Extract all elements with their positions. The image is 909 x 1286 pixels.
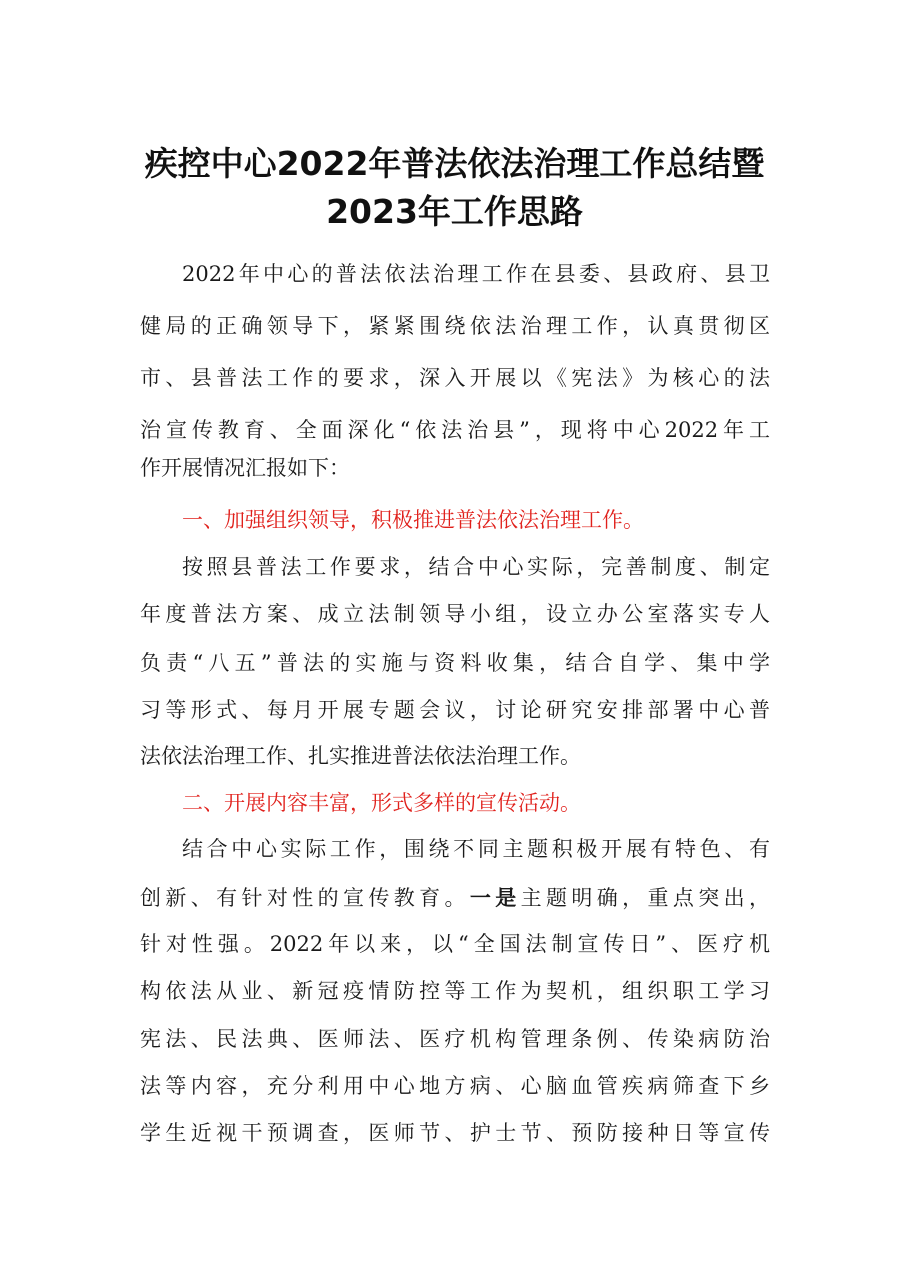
paragraph-line: 法依法治理工作、扎实推进普法依法治理工作。 <box>140 744 581 768</box>
paragraph-line: 治宣传教育、全面深化“依法治县”，现将中心2022年工 <box>140 418 770 442</box>
paragraph-line: 按照县普法工作要求，结合中心实际，完善制度、制定 <box>182 555 770 579</box>
emphasis-text: 一是 <box>469 886 521 910</box>
paragraph-line: 负责“八五”普法的实施与资料收集，结合自学、集中学 <box>140 651 770 675</box>
document-title-line-2: 2023年工作思路 <box>326 192 583 231</box>
paragraph-line: 作开展情况汇报如下： <box>140 456 350 480</box>
section-heading-2: 二、开展内容丰富，形式多样的宣传活动。 <box>182 791 581 815</box>
paragraph-line: 习等形式、每月开展专题会议，讨论研究安排部署中心普 <box>140 698 770 722</box>
paragraph-line: 结合中心实际工作，围绕不同主题积极开展有特色、有 <box>182 837 770 861</box>
paragraph-text: 主题明确，重点突出， <box>520 886 770 910</box>
paragraph-line: 2022年中心的普法依法治理工作在县委、县政府、县卫 <box>182 262 770 286</box>
paragraph-line: 宪法、民法典、医师法、医疗机构管理条例、传染病防治 <box>140 1027 770 1051</box>
paragraph-line: 构依法从业、新冠疫情防控等工作为契机，组织职工学习 <box>140 979 770 1003</box>
section-heading-1: 一、加强组织领导，积极推进普法依法治理工作。 <box>182 508 644 532</box>
paragraph-line: 健局的正确领导下，紧紧围绕依法治理工作，认真贯彻区 <box>140 314 770 338</box>
paragraph-line: 针对性强。2022年以来，以“全国法制宣传日”、医疗机 <box>140 932 770 956</box>
paragraph-text: 创新、有针对性的宣传教育。 <box>140 886 470 910</box>
paragraph-line: 法等内容，充分利用中心地方病、心脑血管疾病筛查下乡 <box>140 1074 770 1098</box>
paragraph-line-with-emphasis <box>140 872 770 924</box>
paragraph-line: 年度普法方案、成立法制领导小组，设立办公室落实专人 <box>140 602 770 626</box>
paragraph-line: 市、县普法工作的要求，深入开展以《宪法》为核心的法 <box>140 366 770 390</box>
document-title-line-1: 疾控中心2022年普法依法治理工作总结暨 <box>144 144 765 183</box>
paragraph-line: 学生近视干预调查，医师节、护士节、预防接种日等宣传 <box>140 1121 770 1145</box>
